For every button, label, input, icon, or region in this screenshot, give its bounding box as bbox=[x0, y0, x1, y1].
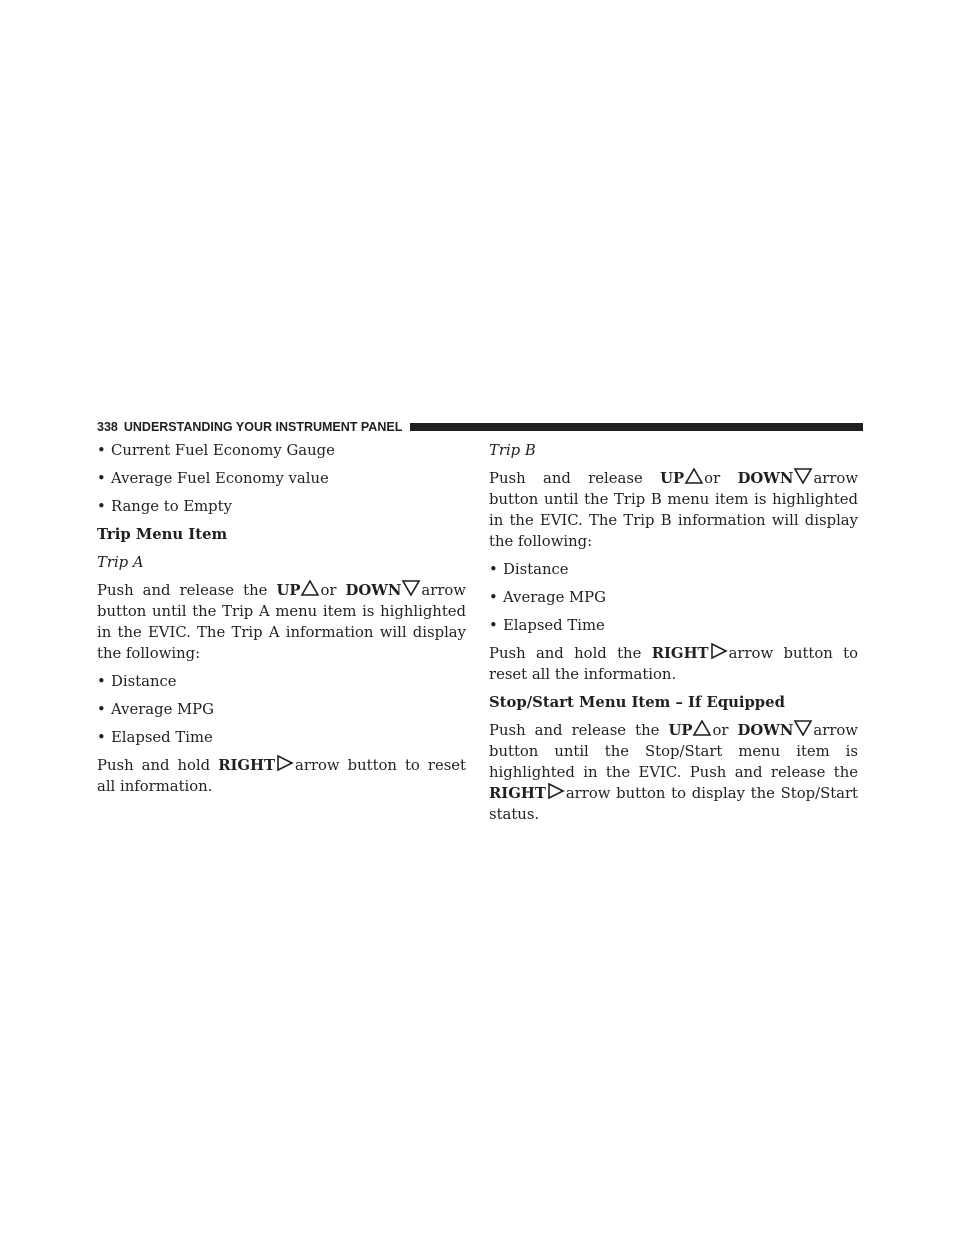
up-key-label: UP bbox=[668, 722, 693, 739]
para-text: arrow button until the Trip B menu item is highlighted in the EVIC. The Trip B information will display the following: bbox=[489, 470, 858, 550]
list-item: • Elapsed Time bbox=[97, 729, 213, 746]
list-item-text: Average MPG bbox=[503, 589, 606, 606]
list-item: • Average Fuel Economy value bbox=[97, 470, 329, 487]
para-text: arrow button to reset all information. bbox=[97, 757, 466, 795]
para-text: or bbox=[712, 722, 729, 739]
up-arrow-icon bbox=[692, 720, 712, 736]
trip-b-paragraph bbox=[489, 468, 858, 552]
list-item-text: Average Fuel Economy value bbox=[111, 470, 329, 487]
para-text: Push and hold the bbox=[489, 645, 642, 662]
list-item: • Current Fuel Economy Gauge bbox=[97, 442, 335, 459]
para-text: arrow button to reset all the information. bbox=[489, 645, 859, 683]
trip-a-reset-paragraph bbox=[97, 755, 466, 797]
left-column bbox=[97, 440, 466, 797]
para-text: arrow button until the Trip A menu item is highlighted in the EVIC. The Trip A information will display the following: bbox=[97, 582, 466, 662]
trip-a-heading: Trip A bbox=[97, 554, 144, 571]
section-title: UNDERSTANDING YOUR INSTRUMENT PANEL bbox=[123, 420, 403, 434]
para-text: Push and release the bbox=[97, 582, 268, 599]
up-arrow-icon bbox=[300, 580, 320, 596]
trip-b-reset-paragraph bbox=[489, 643, 858, 685]
para-text: or bbox=[704, 470, 721, 487]
down-arrow-icon bbox=[793, 720, 813, 736]
para-text: Push and release bbox=[489, 470, 643, 487]
trip-b-heading: Trip B bbox=[489, 442, 536, 459]
stop-start-heading: Stop/Start Menu Item – If Equipped bbox=[489, 694, 785, 711]
down-key-label: DOWN bbox=[345, 582, 402, 599]
list-item: • Average MPG bbox=[489, 589, 606, 606]
right-column bbox=[489, 440, 858, 825]
trip-menu-heading: Trip Menu Item bbox=[97, 526, 228, 543]
header-rule bbox=[410, 423, 863, 431]
list-item-text: Distance bbox=[111, 673, 177, 690]
down-key-label: DOWN bbox=[737, 722, 794, 739]
page-header bbox=[97, 419, 863, 435]
down-key-label: DOWN bbox=[737, 470, 794, 487]
list-item: • Distance bbox=[489, 561, 569, 578]
list-item: • Elapsed Time bbox=[489, 617, 605, 634]
down-arrow-icon bbox=[793, 468, 813, 484]
list-item: • Distance bbox=[97, 673, 177, 690]
up-key-label: UP bbox=[276, 582, 301, 599]
list-item-text: Current Fuel Economy Gauge bbox=[111, 442, 335, 459]
right-arrow-icon bbox=[546, 783, 566, 799]
para-text: Push and hold bbox=[97, 757, 211, 774]
right-arrow-icon bbox=[275, 755, 295, 771]
list-item: • Range to Empty bbox=[97, 498, 232, 515]
page-number: 338 bbox=[97, 420, 118, 434]
para-text: or bbox=[320, 582, 337, 599]
para-text: arrow button until the Stop/Start menu item is highlighted in the EVIC. Push and release the bbox=[489, 722, 858, 781]
right-arrow-icon bbox=[709, 643, 729, 659]
list-item-text: Elapsed Time bbox=[111, 729, 213, 746]
list-item: • Average MPG bbox=[97, 701, 214, 718]
list-item-text: Distance bbox=[503, 561, 569, 578]
list-item-text: Elapsed Time bbox=[503, 617, 605, 634]
up-key-label: UP bbox=[660, 470, 685, 487]
list-item-text: Average MPG bbox=[111, 701, 214, 718]
para-text: arrow button to display the Stop/Start status. bbox=[489, 785, 858, 823]
right-key-label: RIGHT bbox=[489, 785, 546, 802]
up-arrow-icon bbox=[684, 468, 704, 484]
stop-start-paragraph bbox=[489, 720, 858, 825]
right-key-label: RIGHT bbox=[218, 757, 276, 774]
trip-a-paragraph bbox=[97, 580, 466, 664]
list-item-text: Range to Empty bbox=[111, 498, 232, 515]
right-key-label: RIGHT bbox=[651, 645, 709, 662]
down-arrow-icon bbox=[401, 580, 421, 596]
para-text: Push and release the bbox=[489, 722, 660, 739]
